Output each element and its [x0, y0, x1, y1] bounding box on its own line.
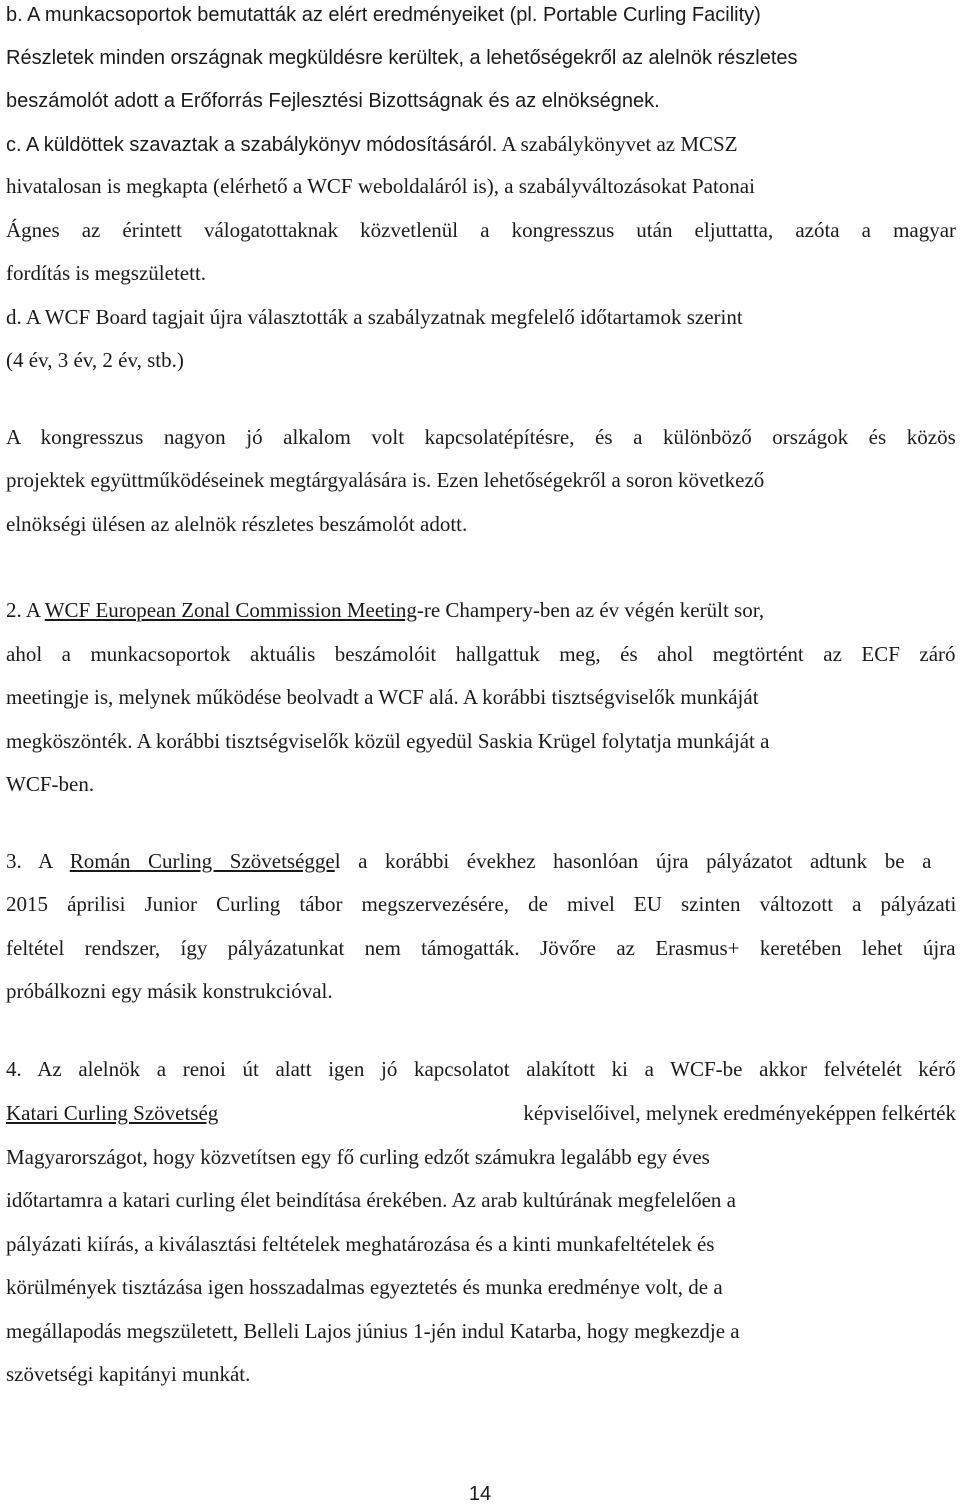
- item-b-line-3: beszámolót adott a Erőforrás Fejlesztési Bizottságnak és az elnökségnek.: [6, 90, 660, 112]
- item-c-lead: c. A küldöttek szavaztak a szabálykönyv módosításáról.: [6, 134, 498, 156]
- item-c-line-1: [6, 132, 738, 157]
- wcf-ezc-meeting-link[interactable]: WCF European Zonal Commission Meeting: [44, 598, 417, 622]
- section-2-line-5: WCF-ben.: [6, 772, 95, 796]
- section-3-line-1-rest: l a korábbi évekhez hasonlóan újra pályázatot adtunk be a: [334, 849, 932, 873]
- item-d-line-2: (4 év, 3 év, 2 év, stb.): [6, 348, 184, 372]
- section-3-line-2: 2015 áprilisi Junior Curling tábor megszervezésére, de mivel EU szinten változott a pályázati: [6, 892, 957, 916]
- section-4-line-3: Magyarországot, hogy közvetítsen egy fő curling edzőt számukra legalább egy éves: [6, 1145, 710, 1169]
- item-c-continuation: A szabálykönyvet az MCSZ: [501, 132, 738, 156]
- page-number: 14: [468, 1483, 492, 1505]
- section-4-line-2: [6, 1101, 956, 1126]
- section-4-line-1: 4. Az alelnök a renoi út alatt igen jó kapcsolatot alakított ki a WCF-be akkor felvételét kérő: [6, 1057, 956, 1081]
- section-2-line-4: megköszönték. A korábbi tisztségviselők közül egyedül Saskia Krügel folytatja munkáját a: [6, 729, 770, 753]
- item-c-line-4: fordítás is megszületett.: [6, 261, 207, 285]
- section-4-line-7: megállapodás megszületett, Belleli Lajos június 1-jén indul Katarba, hogy megkezdje a: [6, 1319, 740, 1343]
- section-2-line-2: ahol a munkacsoportok aktuális beszámolóit hallgattuk meg, és ahol megtörtént az ECF záró: [6, 642, 956, 666]
- katari-curling-link[interactable]: Katari Curling Szövetség: [6, 1101, 219, 1125]
- section-3-line-4: próbálkozni egy másik konstrukcióval.: [6, 979, 333, 1003]
- section-2-line-1-rest: -re Champery-ben az év végén került sor,: [416, 598, 765, 622]
- item-d-line-1: d. A WCF Board tagjait újra választották a szabályzatnak megfelelő időtartamok szerint: [6, 305, 743, 329]
- congress-line-2: projektek együttműködéseinek megtárgyalására is. Ezen lehetőségekről a soron következő: [6, 468, 765, 492]
- item-b-line-2: Részletek minden országnak megküldésre kerültek, a lehetőségekről az alelnök részletes: [6, 47, 798, 69]
- section-2-prefix: 2. A: [6, 598, 45, 622]
- item-b-line-1: b. A munkacsoportok bemutatták az elért eredményeiket (pl. Portable Curling Facility): [6, 4, 761, 26]
- section-3-line-3: feltétel rendszer, így pályázatunkat nem támogatták. Jövőre az Erasmus+ keretében lehet újra: [6, 936, 956, 960]
- section-2-line-3: meetingje is, melynek működése beolvadt a WCF alá. A korábbi tisztségviselők munkáját: [6, 685, 759, 709]
- congress-line-1: A kongresszus nagyon jó alkalom volt kapcsolatépítésre, és a különböző országok és közös: [6, 425, 956, 449]
- section-4-line-6: körülmények tisztázása igen hosszadalmas egyeztetés és munka eredménye volt, de a: [6, 1275, 723, 1299]
- section-3-line-1: [6, 849, 931, 874]
- section-3-prefix: 3. A: [6, 849, 70, 873]
- section-4-line-5: pályázati kiírás, a kiválasztási feltételek meghatározása és a kinti munkafeltételek és: [6, 1232, 715, 1256]
- item-c-line-3: Ágnes az érintett válogatottaknak közvetlenül a kongresszus után eljuttatta, azóta a magyar: [6, 218, 957, 242]
- congress-line-3: elnökségi ülésen az alelnök részletes beszámolót adott.: [6, 512, 468, 536]
- section-4-line-8: szövetségi kapitányi munkát.: [6, 1362, 251, 1386]
- item-c-line-2: hivatalosan is megkapta (elérhető a WCF weboldaláról is), a szabályváltozásokat Patonai: [6, 174, 755, 198]
- roman-curling-link[interactable]: Román Curling Szövetségge: [69, 849, 335, 873]
- section-2-line-1: [6, 598, 764, 623]
- section-4-line-2-rest: képviselőivel, melynek eredményeképpen felkérték: [523, 1101, 956, 1125]
- section-4-line-4: időtartamra a katari curling élet beindítása érekében. Az arab kultúrának megfelelően a: [6, 1188, 736, 1212]
